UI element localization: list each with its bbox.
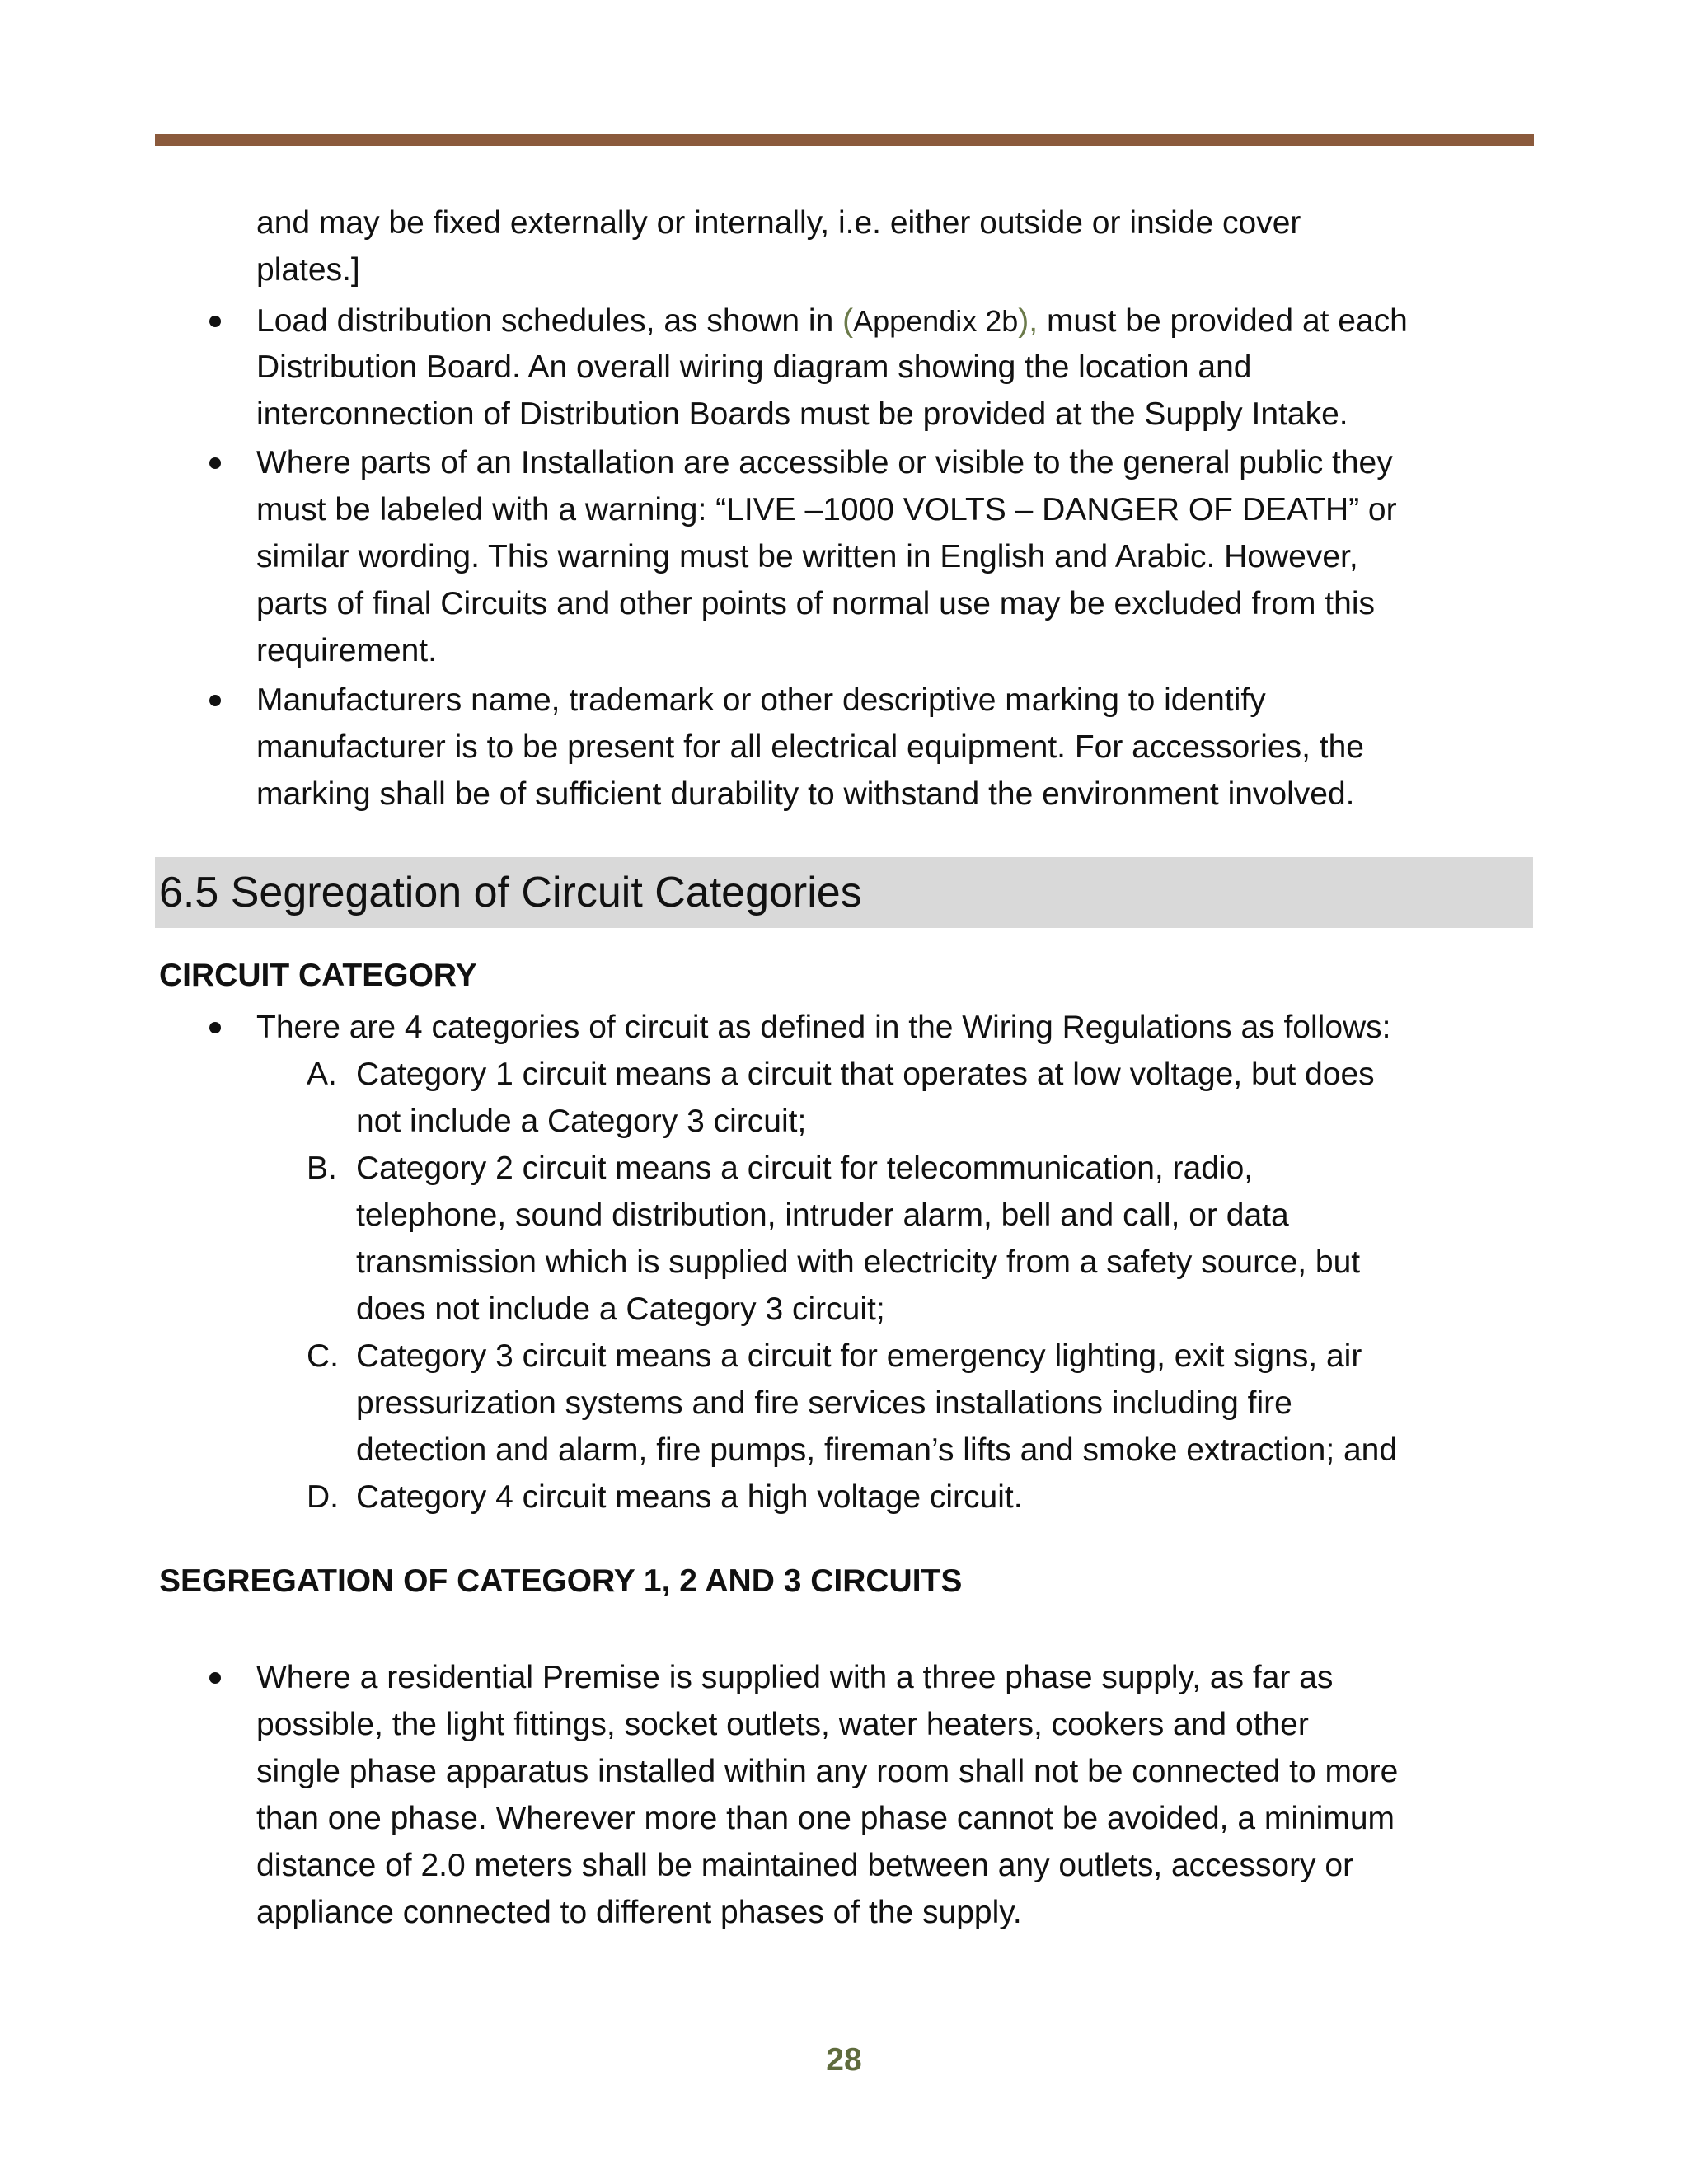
bullet-icon bbox=[209, 1672, 221, 1684]
list-item-line: must be labeled with a warning: “LIVE –1000 VOLTS – DANGER OF DEATH” or bbox=[256, 492, 1397, 527]
list-item-line: appliance connected to different phases of the supply. bbox=[256, 1895, 1022, 1930]
category-line: Category 4 circuit means a high voltage circuit. bbox=[356, 1479, 1023, 1515]
list-item-line: possible, the light fittings, socket outlets, water heaters, cookers and other bbox=[256, 1707, 1309, 1742]
list-marker: C. bbox=[307, 1338, 339, 1374]
subheading-segregation: SEGREGATION OF CATEGORY 1, 2 AND 3 CIRCUITS bbox=[159, 1563, 963, 1599]
category-line: Category 2 circuit means a circuit for telecommunication, radio, bbox=[356, 1151, 1254, 1186]
page-number: 28 bbox=[826, 2042, 862, 2078]
ref-paren: ), bbox=[1018, 303, 1039, 339]
list-marker: B. bbox=[307, 1151, 337, 1186]
ref-paren: ( bbox=[842, 303, 854, 339]
category-line: Category 3 circuit means a circuit for emergency lighting, exit signs, air bbox=[356, 1338, 1362, 1374]
text-run: must be provided at each bbox=[1038, 303, 1408, 339]
list-marker: D. bbox=[307, 1479, 339, 1515]
list-item-line: Where a residential Premise is supplied with a three phase supply, as far as bbox=[256, 1660, 1334, 1695]
header-rule bbox=[155, 134, 1534, 146]
continuation-line: plates.] bbox=[256, 252, 360, 288]
list-item-line: than one phase. Wherever more than one phase cannot be avoided, a minimum bbox=[256, 1801, 1395, 1836]
category-line: does not include a Category 3 circuit; bbox=[356, 1291, 885, 1327]
list-item-line: parts of final Circuits and other points of normal use may be excluded from this bbox=[256, 586, 1375, 621]
category-line: pressurization systems and fire services installations including fire bbox=[356, 1385, 1292, 1421]
list-item-load-line1 bbox=[256, 302, 1408, 341]
appendix-reference: Appendix 2b bbox=[853, 304, 1019, 338]
list-item-line: marking shall be of sufficient durability to withstand the environment involved. bbox=[256, 776, 1355, 812]
category-line: Category 1 circuit means a circuit that operates at low voltage, but does bbox=[356, 1057, 1375, 1092]
subheading-circuit-category: CIRCUIT CATEGORY bbox=[159, 958, 477, 993]
category-line: transmission which is supplied with electricity from a safety source, but bbox=[356, 1244, 1361, 1280]
list-item-line: distance of 2.0 meters shall be maintained between any outlets, accessory or bbox=[256, 1848, 1354, 1883]
category-line: not include a Category 3 circuit; bbox=[356, 1104, 807, 1139]
bullet-icon bbox=[209, 316, 221, 327]
list-item-line: interconnection of Distribution Boards must be provided at the Supply Intake. bbox=[256, 396, 1348, 432]
list-item-line: There are 4 categories of circuit as defined in the Wiring Regulations as follows: bbox=[256, 1010, 1391, 1045]
list-item-line: Distribution Board. An overall wiring diagram showing the location and bbox=[256, 349, 1252, 385]
list-item-line: Where parts of an Installation are accessible or visible to the general public they bbox=[256, 445, 1393, 480]
list-item-line: manufacturer is to be present for all electrical equipment. For accessories, the bbox=[256, 729, 1364, 765]
category-line: telephone, sound distribution, intruder alarm, bell and call, or data bbox=[356, 1197, 1289, 1233]
bullet-icon bbox=[209, 695, 221, 706]
bullet-icon bbox=[209, 1022, 221, 1033]
list-item-line: requirement. bbox=[256, 633, 437, 668]
list-item-line: Manufacturers name, trademark or other descriptive marking to identify bbox=[256, 682, 1266, 718]
continuation-line: and may be fixed externally or internally, i.e. either outside or inside cover bbox=[256, 205, 1301, 241]
list-marker: A. bbox=[307, 1057, 337, 1092]
bullet-icon bbox=[209, 457, 221, 469]
list-item-line: single phase apparatus installed within any room shall not be connected to more bbox=[256, 1754, 1399, 1789]
text-run: Load distribution schedules, as shown in bbox=[256, 303, 843, 339]
list-item-line: similar wording. This warning must be written in English and Arabic. However, bbox=[256, 539, 1358, 574]
section-heading: 6.5 Segregation of Circuit Categories bbox=[159, 869, 862, 916]
category-line: detection and alarm, fire pumps, fireman’s lifts and smoke extraction; and bbox=[356, 1432, 1398, 1468]
